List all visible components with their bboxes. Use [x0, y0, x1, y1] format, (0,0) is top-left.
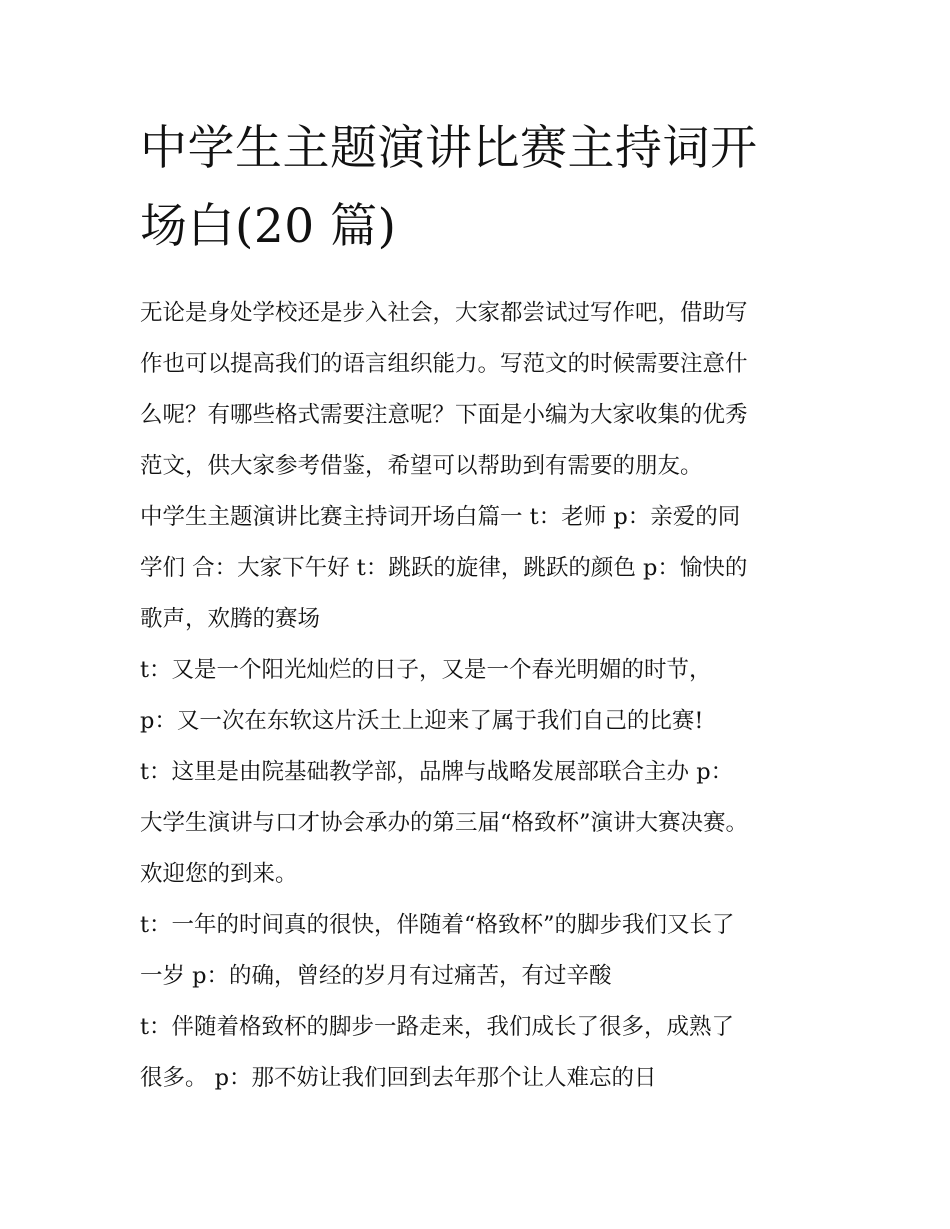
text-line: 很多。 p：那不妨让我们回到去年那个让人难忘的日 — [140, 1065, 657, 1091]
text-line: t：伴随着格致杯的脚步一路走来，我们成长了很多，成熟了 — [140, 1014, 735, 1040]
text-line: 学们 合：大家下午好 t：跳跃的旋律，跳跃的颜色 p：愉快的 — [140, 555, 748, 581]
text-line: t：一年的时间真的很快，伴随着“格致杯”的脚步我们又长了 — [140, 912, 735, 938]
text-line: p：又一次在东软这片沃土上迎来了属于我们自己的比赛! — [140, 708, 704, 734]
title-line-1: 中学生主题演讲比赛主持词开 — [140, 121, 758, 176]
text-line: 无论是身处学校还是步入社会，大家都尝试过写作吧，借助写 — [140, 300, 748, 326]
text-line: t：这里是由院基础教学部，品牌与战略发展部联合主办 p： — [140, 759, 734, 785]
text-line: 中学生主题演讲比赛主持词开场白篇一 t：老师 p：亲爱的同 — [140, 504, 741, 530]
text-line: 范文，供大家参考借鉴，希望可以帮助到有需要的朋友。 — [140, 453, 703, 479]
text-line: 一岁 p：的确，曾经的岁月有过痛苦，有过辛酸 — [140, 963, 612, 989]
text-line: 歌声，欢腾的赛场 — [140, 606, 321, 632]
text-line: 欢迎您的到来。 — [140, 861, 298, 887]
text-line: t：又是一个阳光灿烂的日子，又是一个春光明媚的时节， — [140, 657, 712, 683]
text-line: 作也可以提高我们的语言组织能力。写范文的时候需要注意什 — [140, 351, 748, 377]
document-body — [140, 288, 815, 1104]
document-page — [140, 110, 815, 1104]
title-line-2: 场白(20 篇) — [140, 199, 397, 254]
text-line: 大学生演讲与口才协会承办的第三届“格致杯”演讲大赛决赛。 — [140, 810, 749, 836]
document-title — [140, 110, 815, 266]
text-line: 么呢？有哪些格式需要注意呢？下面是小编为大家收集的优秀 — [140, 402, 748, 428]
